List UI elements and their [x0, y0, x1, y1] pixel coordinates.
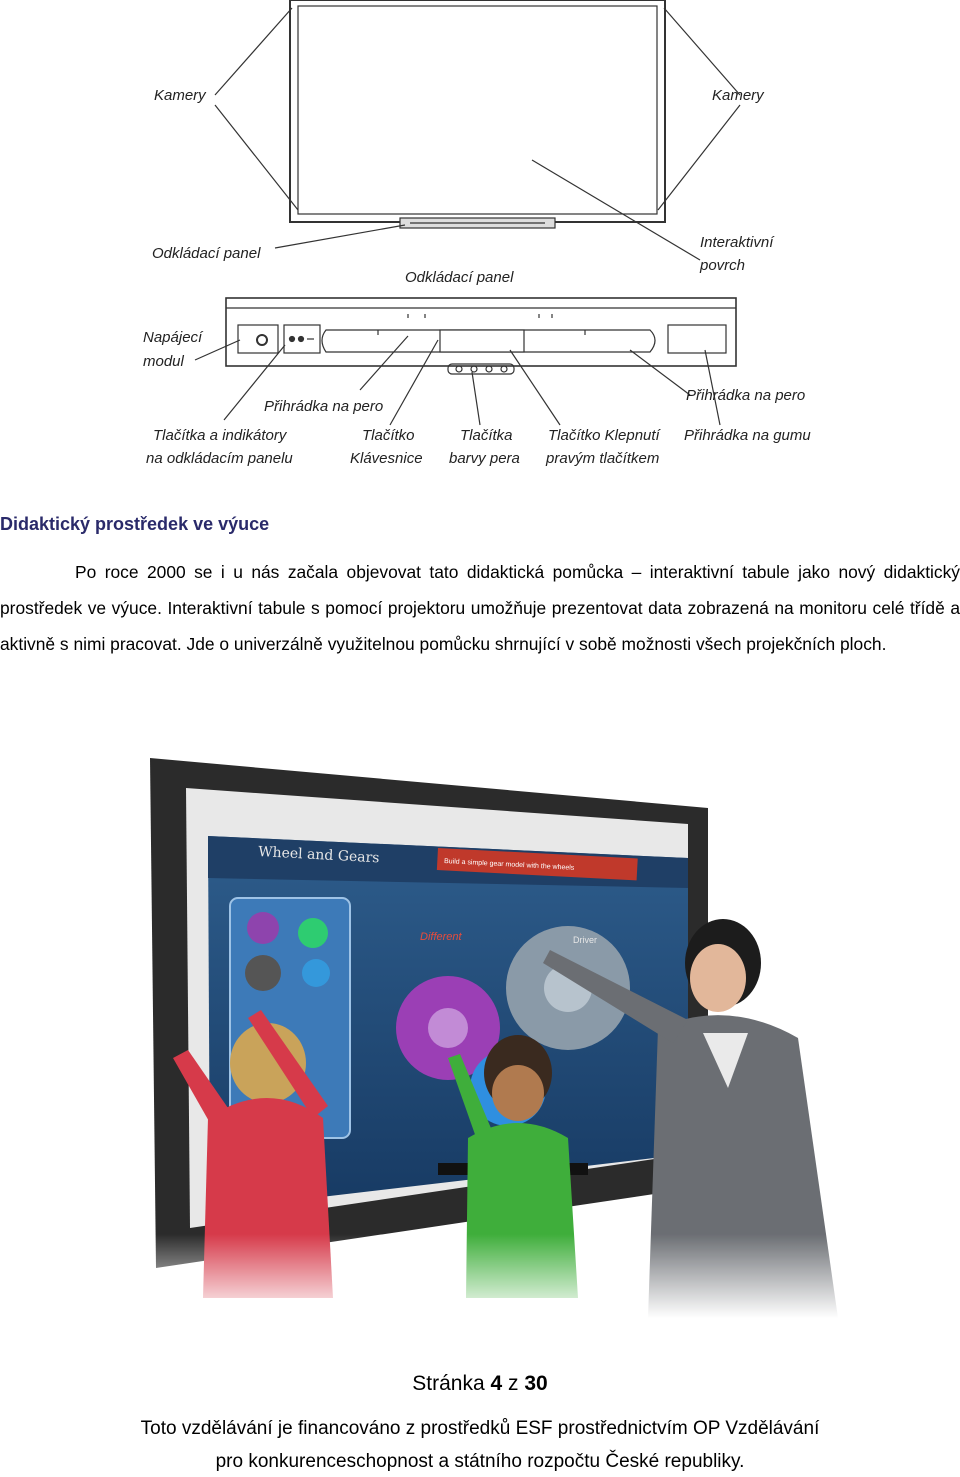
- label-interaktivni-povrch-1: Interaktivní: [700, 234, 774, 251]
- label-kamery-left: Kamery: [154, 87, 206, 104]
- label-tlacitko-klavesnice-2: Klávesnice: [350, 450, 423, 467]
- page-number: [0, 1372, 960, 1396]
- label-tlacitka-barvy-1: Tlačítka: [460, 427, 513, 444]
- label-kamery-right: Kamery: [712, 87, 764, 104]
- label-prihradka-pero-center: Přihrádka na pero: [264, 398, 384, 415]
- page-sep: z: [508, 1372, 519, 1395]
- page-label: Stránka: [412, 1372, 485, 1395]
- label-tlacitka-indikatory-2: na odkládacím panelu: [146, 450, 293, 467]
- page-current: 4: [490, 1372, 503, 1395]
- label-tlacitka-indikatory-1: Tlačítka a indikátory: [153, 427, 287, 444]
- classroom-photo: [148, 758, 838, 1318]
- label-odkladaci-panel-center: Odkládací panel: [405, 269, 514, 286]
- body-paragraph: [0, 554, 960, 662]
- paragraph-text: Po roce 2000 se i u nás začala objevovat tato didaktická pomůcka – interaktivní tabule jako nový didaktický prostředek ve výuce. Interaktivní tabule s pomocí projektoru umožňuje prezentovat data zobrazená na monitoru celé třídě a aktivně s nimi pracovat. Jde o univerzálně využitelnou pomůcku shrnující v sobě možnosti všech projekčních ploch.: [0, 562, 960, 654]
- section-heading: Didaktický prostředek ve výuce: [0, 514, 270, 534]
- label-odkladaci-panel-left: Odkládací panel: [152, 245, 261, 262]
- label-napajeci-modul-2: modul: [143, 353, 184, 370]
- label-interaktivni-povrch-2: povrch: [700, 257, 746, 274]
- funding-line-2: pro konkurenceschopnost a státního rozpočtu České republiky.: [215, 1451, 745, 1472]
- label-tlacitko-klepnuti-2: pravým tlačítkem: [546, 450, 660, 467]
- label-tlacitko-klavesnice-1: Tlačítko: [362, 427, 415, 444]
- label-tlacitko-klepnuti-1: Tlačítko Klepnutí: [548, 427, 660, 444]
- funding-line-1: Toto vzdělávání je financováno z prostředků ESF prostřednictvím OP Vzdělávání: [140, 1418, 820, 1439]
- label-prihradka-gumu: Přihrádka na gumu: [684, 427, 811, 444]
- label-prihradka-pero-right: Přihrádka na pero: [686, 387, 806, 404]
- label-tlacitka-barvy-2: barvy pera: [449, 450, 520, 467]
- label-napajeci-modul-1: Napájecí: [143, 329, 203, 346]
- whiteboard-diagram: [0, 0, 960, 480]
- page-total: 30: [524, 1372, 548, 1395]
